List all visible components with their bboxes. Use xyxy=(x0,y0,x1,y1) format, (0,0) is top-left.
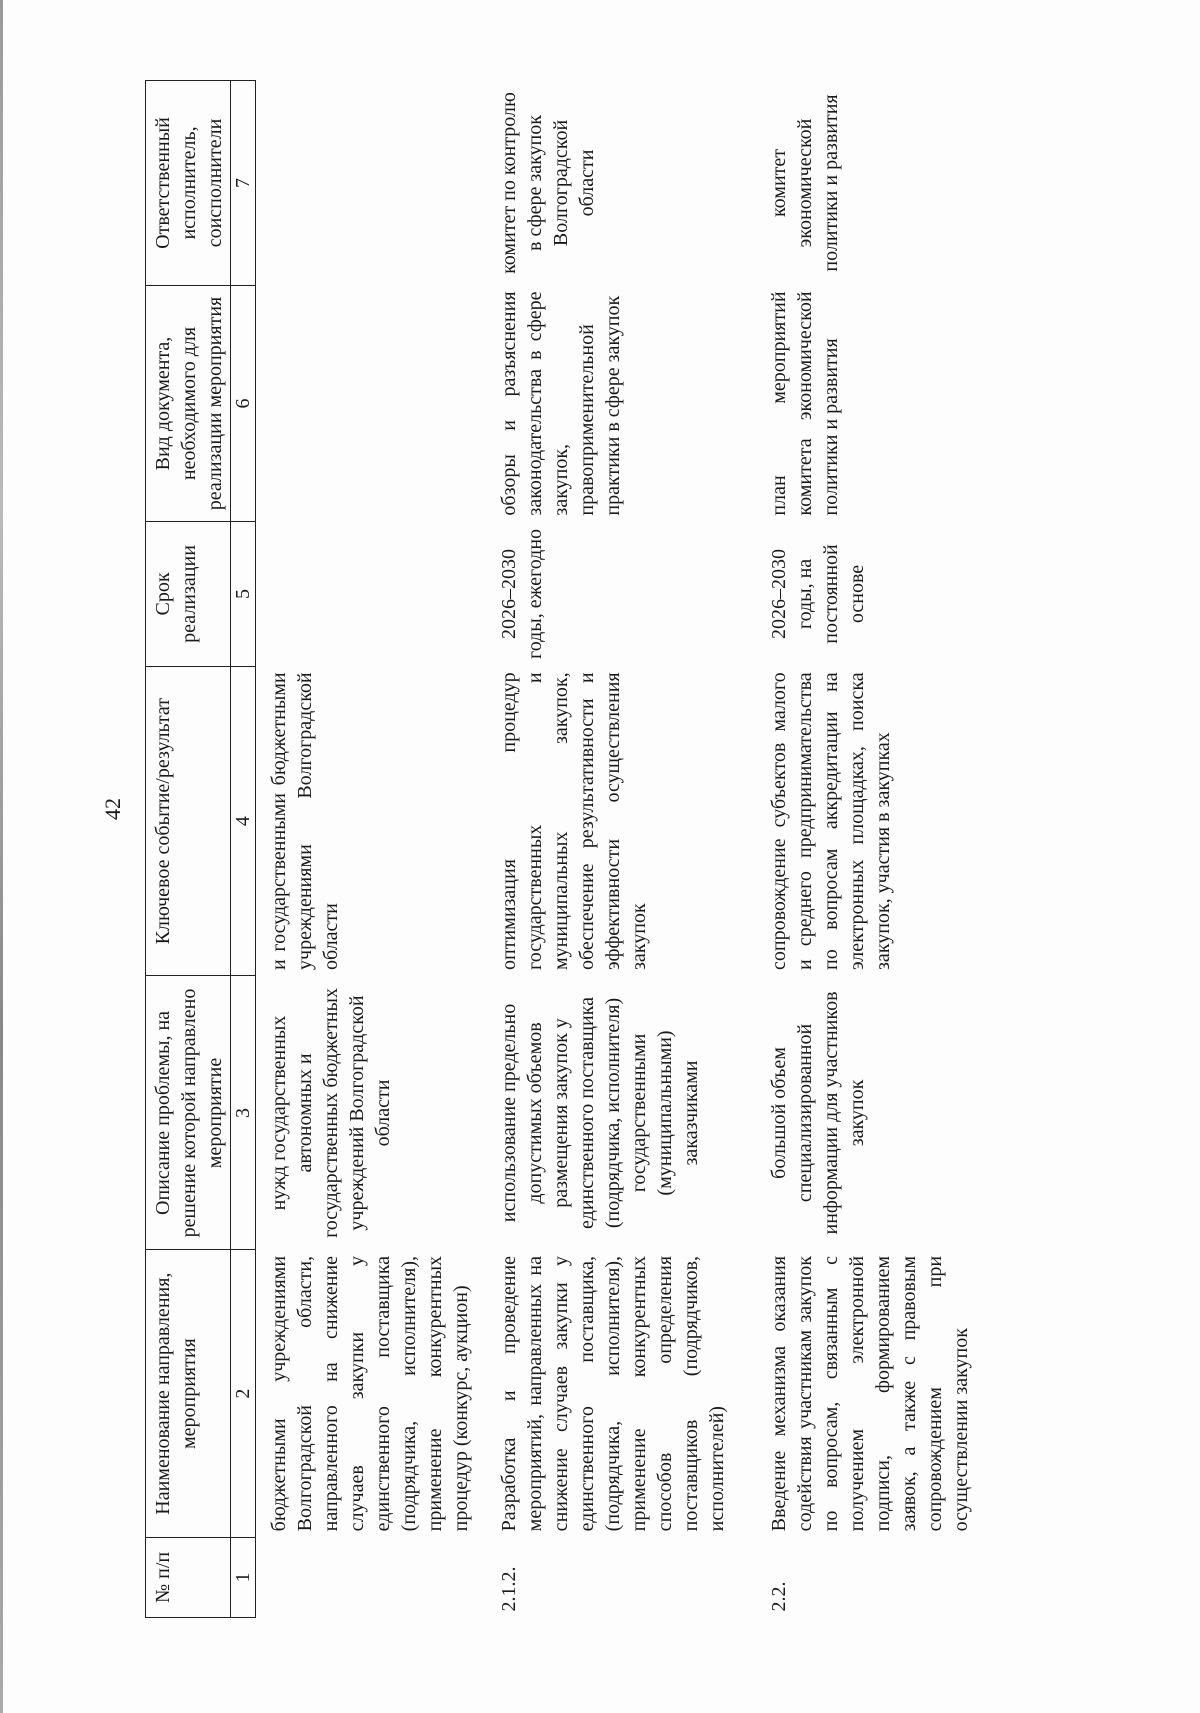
cell-document: обзоры и разъяснения законодательства в сфере закупок, правоприменительной практики в сфере закупок xyxy=(498,291,624,516)
cell-result: и государственными бюджетными учреждениями Волгоградской области xyxy=(268,672,342,970)
column-number: 3 xyxy=(231,976,256,1250)
action-plan-table xyxy=(145,80,974,1618)
table-row xyxy=(474,81,730,1618)
column-number: 1 xyxy=(231,1537,256,1617)
column-number: 5 xyxy=(231,522,256,667)
page-number: 42 xyxy=(100,798,125,820)
column-number: 6 xyxy=(231,285,256,521)
column-number: 7 xyxy=(231,81,256,286)
header-term: Срок реализации xyxy=(146,522,231,667)
header-problem: Описание проблемы, на решение которой направлено мероприятие xyxy=(146,976,231,1250)
cell-num: 2.1.2. xyxy=(498,1566,520,1612)
table-row xyxy=(256,81,475,1618)
header-row xyxy=(146,81,231,1618)
column-number-row xyxy=(231,81,256,1618)
cell-problem: использование предельно допустимых объемов размещения закупок у единственного поставщика (подрядчика, исполнителя) государственными (муниципальными) заказчиками xyxy=(498,997,702,1229)
scan-edge xyxy=(0,0,3,1713)
header-document: Вид документа, необходимого для реализации мероприятия xyxy=(146,285,231,521)
cell-num: 2.2. xyxy=(768,1581,790,1612)
cell-name: Введение механизма оказания содействия участникам закупок по вопросам, связанным с получением электронной подписи, формированием заявок, а также с правовым сопровождением при осуществлении закупок xyxy=(768,1255,972,1532)
cell-document xyxy=(256,285,475,521)
cell-term xyxy=(256,522,475,667)
cell-name: Разработка и проведение мероприятий, направленных на снижение случаев закупки у единственного поставщика, (подрядчика, исполнителя), применение конкурентных способов определения поставщиков (подрядчиков, исполнителей) xyxy=(498,1255,728,1532)
cell-responsible: комитет по контролю в сфере закупок Волгоградской области xyxy=(498,92,598,274)
cell-document: план мероприятий комитета экономической политики и развития xyxy=(768,291,842,516)
header-responsible: Ответственный исполнитель, соисполнители xyxy=(146,81,231,286)
cell-term: 2026–2030 годы, ежегодно xyxy=(498,528,546,659)
cell-responsible: комитет экономической политики и развития xyxy=(768,94,842,272)
cell-result: сопровождение субъектов малого и среднего предпринимательства по вопросам аккредитации на электронных площадках, поиска закупок, участия в закупках xyxy=(768,672,894,970)
header-result: Ключевое событие/результат xyxy=(146,666,231,976)
cell-num xyxy=(256,1537,475,1617)
cell-name: бюджетными учреждениями Волгоградской области, направленного на снижение случаев закупки у единственного поставщика (подрядчика, исполнителя), применение конкурентных процедур (конкурс, аукцион) xyxy=(268,1255,472,1532)
header-num: № п/п xyxy=(146,1537,231,1617)
column-number: 2 xyxy=(231,1250,256,1537)
table-row xyxy=(730,81,974,1618)
cell-problem: большой объем специализированной информации для участников закупок xyxy=(768,991,868,1235)
cell-responsible xyxy=(256,81,475,286)
cell-term: 2026–2030 годы, на постоянной основе xyxy=(768,544,868,644)
header-name: Наименование направления, мероприятия xyxy=(146,1250,231,1537)
cell-result: оптимизация процедур государственных и муниципальных закупок, обеспечение результативности и эффективности осуществления закупок xyxy=(498,672,650,970)
cell-problem: нужд государственных автономных и государственных бюджетных учреждений Волгоградской области xyxy=(268,988,394,1238)
column-number: 4 xyxy=(231,666,256,976)
rotated-table-container xyxy=(145,80,972,1618)
